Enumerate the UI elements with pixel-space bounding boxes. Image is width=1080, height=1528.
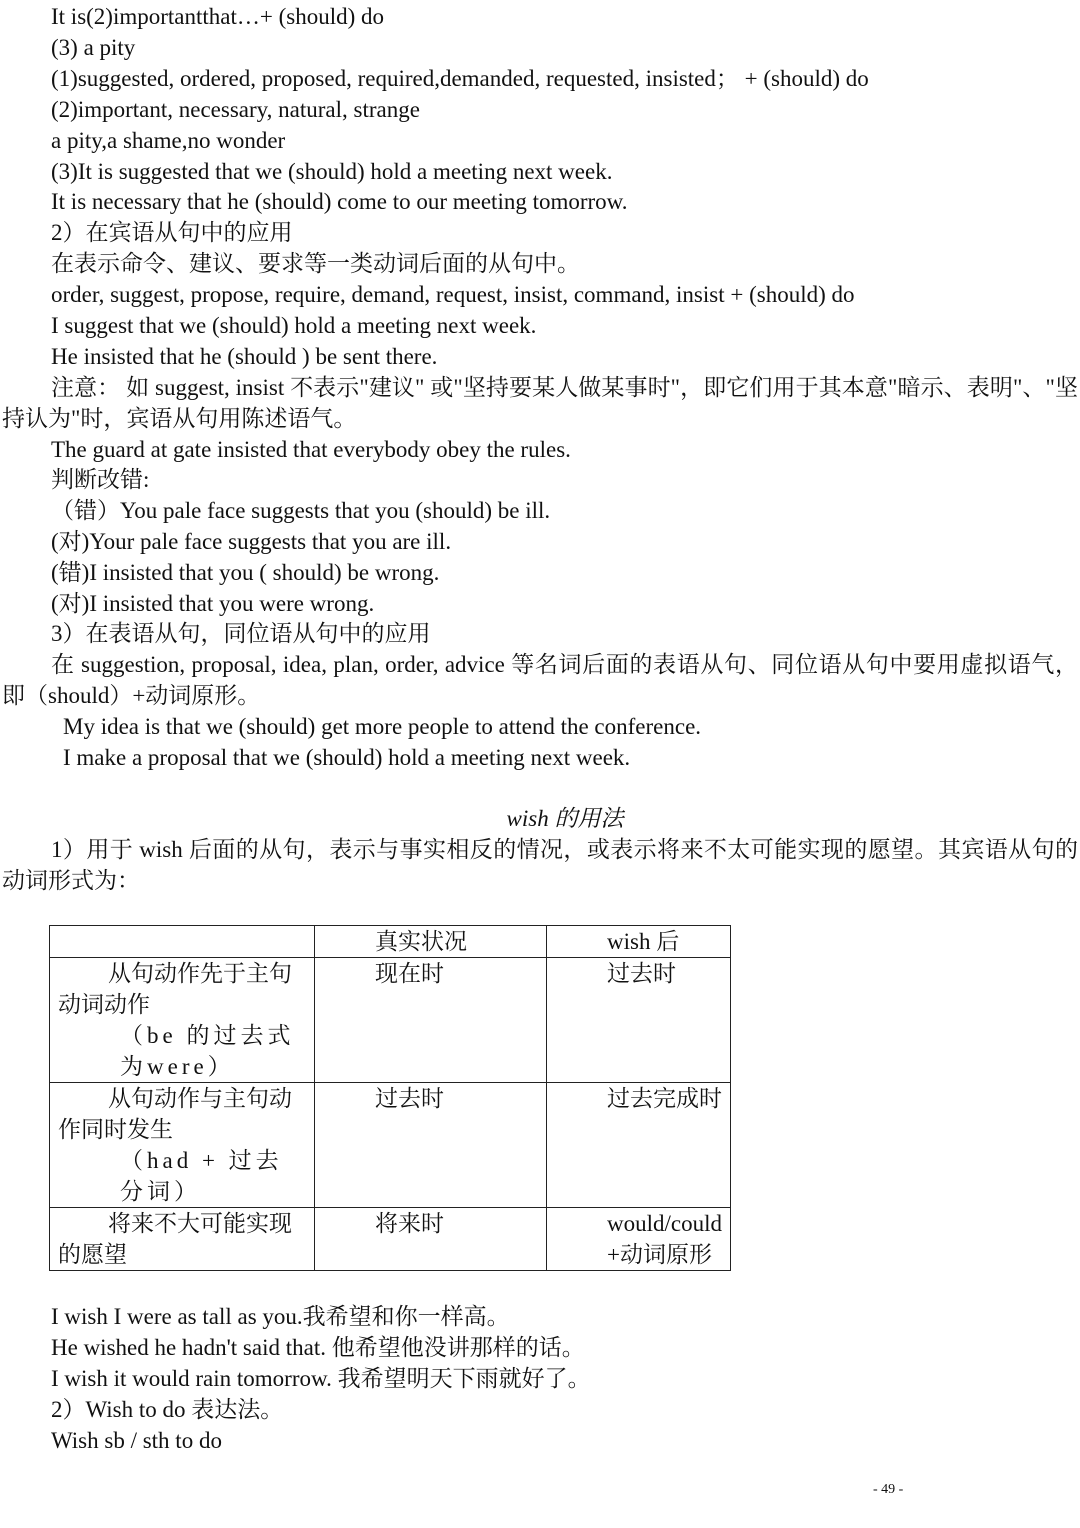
- text-line: (错)I insisted that you ( should) be wrong.: [51, 560, 440, 585]
- example-line: I wish it would rain tomorrow. 我希望明天下雨就好了。: [51, 1366, 591, 1391]
- table-cell: 过去时: [547, 958, 731, 1083]
- text-line: a pity,a shame,no wonder: [51, 128, 286, 153]
- table-cell: 过去时: [315, 1083, 547, 1208]
- text-line: Wish sb / sth to do: [51, 1428, 222, 1453]
- example-line: My idea is that we (should) get more people to attend the conference.: [63, 714, 702, 739]
- example-line: He wished he hadn't said that. 他希望他没讲那样的话。: [51, 1335, 585, 1360]
- cell-note: （be 的过去式为were）: [120, 1023, 295, 1079]
- text-line: I suggest that we (should) hold a meeting next week.: [51, 313, 537, 338]
- text-line: The guard at gate insisted that everybody obey the rules.: [51, 437, 571, 462]
- text-line: order, suggest, propose, require, demand, request, insist, command, insist + (should) do: [51, 282, 855, 307]
- section-heading: 2）在宾语从句中的应用: [51, 220, 293, 245]
- text-line: （错）You pale face suggests that you (should) be ill.: [51, 498, 551, 523]
- paragraph-3: [2, 649, 1078, 711]
- table-cell: [50, 1208, 315, 1271]
- cell-text: 将来不大可能实现的愿望: [58, 1211, 292, 1267]
- cell-note: （had + 过去分词）: [120, 1148, 283, 1204]
- table-header-cell: wish 后: [547, 926, 731, 958]
- example-line: I make a proposal that we (should) hold a meeting next week.: [63, 745, 631, 770]
- table-cell: 过去完成时: [547, 1083, 731, 1208]
- note-text: 注意： 如 suggest, insist 不表示"建议" 或"坚持要某人做某事时"，即它们用于其本意"暗示、表明"、"坚持认为"时，宾语从句用陈述语气。: [2, 375, 1078, 431]
- text-line: (对)I insisted that you were wrong.: [51, 591, 375, 616]
- example-line: I wish I were as tall as you.我希望和你一样高。: [51, 1304, 510, 1329]
- section-heading: 3）在表语从句，同位语从句中的应用: [51, 621, 431, 646]
- text-line: (对)Your pale face suggests that you are ill.: [51, 529, 452, 554]
- wish-table: [49, 925, 731, 1271]
- cell-text: 从句动作与主句动作同时发生: [58, 1086, 292, 1142]
- paragraph-3-text: 在 suggestion, proposal, idea, plan, order, advice 等名词后面的表语从句、同位语从句中要用虚拟语气，即（should）+动词原形。: [2, 652, 1078, 708]
- table-header-row: [50, 926, 731, 958]
- table-row: [50, 1208, 731, 1271]
- text-line: 判断改错:: [51, 467, 150, 492]
- table-header-cell: 真实状况: [315, 926, 547, 958]
- table-row: [50, 958, 731, 1083]
- wish-paragraph: [2, 834, 1078, 896]
- section-heading: 2）Wish to do 表达法。: [51, 1397, 284, 1422]
- table-header-cell: [50, 926, 315, 958]
- page-number: - 49 -: [873, 1482, 904, 1497]
- table-cell: would/could +动词原形: [547, 1208, 731, 1271]
- text-line: (1)suggested, ordered, proposed, required,demanded, requested, insisted； + (should) do: [51, 66, 869, 91]
- wish-paragraph-text: 1）用于 wish 后面的从句，表示与事实相反的情况，或表示将来不太可能实现的愿望。其宾语从句的动词形式为：: [2, 837, 1078, 893]
- note-paragraph: [2, 372, 1078, 434]
- text-line: It is(2)importantthat…+ (should) do: [51, 4, 385, 29]
- text-line: He insisted that he (should ) be sent there.: [51, 344, 438, 369]
- text-line: 在表示命令、建议、要求等一类动词后面的从句中。: [51, 251, 580, 276]
- table-cell: 将来时: [315, 1208, 547, 1271]
- text-line: It is necessary that he (should) come to our meeting tomorrow.: [51, 189, 628, 214]
- cell-text: 从句动作先于主句动词动作: [58, 961, 292, 1017]
- table-cell: 现在时: [315, 958, 547, 1083]
- table-cell: [50, 958, 315, 1083]
- section-title: wish 的用法: [506, 806, 624, 831]
- text-line: (3)It is suggested that we (should) hold a meeting next week.: [51, 159, 613, 184]
- table-cell: [50, 1083, 315, 1208]
- table-row: [50, 1083, 731, 1208]
- text-line: (3) a pity: [51, 35, 136, 60]
- text-line: (2)important, necessary, natural, strange: [51, 97, 420, 122]
